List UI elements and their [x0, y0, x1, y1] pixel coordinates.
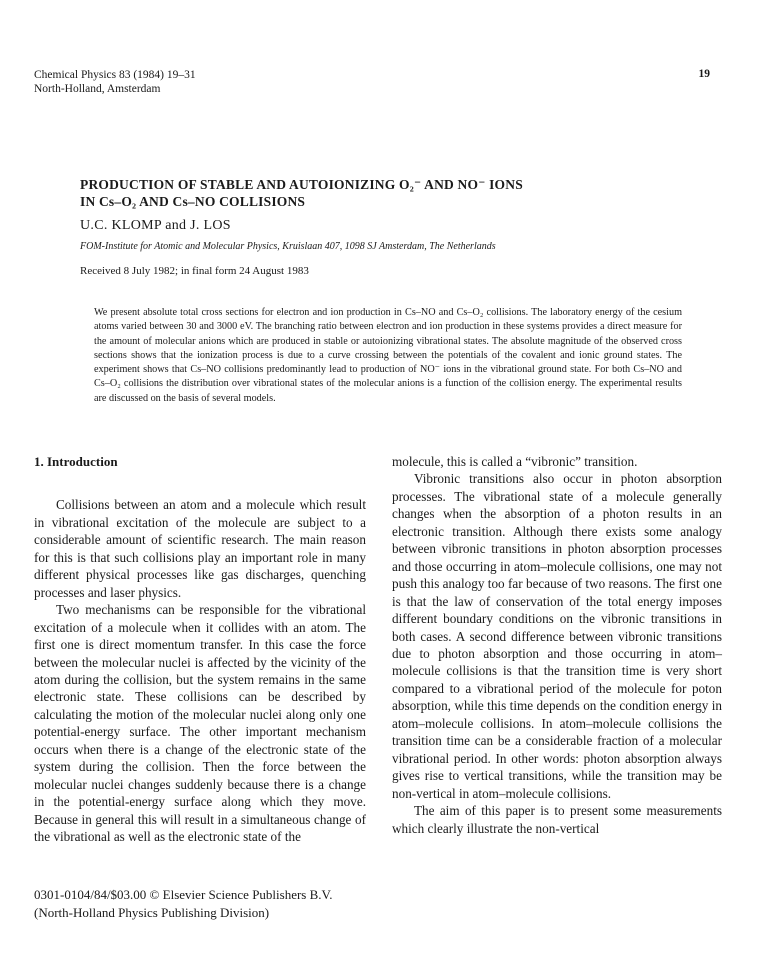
received-date: Received 8 July 1982; in final form 24 August 1983	[80, 265, 309, 277]
publisher-division: (North-Holland Physics Publishing Division)	[34, 905, 270, 920]
copyright-footer	[34, 886, 333, 922]
journal-citation: Chemical Physics 83 (1984) 19–31	[34, 69, 196, 81]
section-heading: 1. Introduction	[34, 454, 118, 469]
paragraph: Two mechanisms can be responsible for the vibrational excitation of a molecule when it collides with an atom. The first one is direct momentum transfer. In this case the force between the molecular nuclei is affected by the vicinity of the atom during the collision, but the system remains in the same electronic state. These collisions can be described by calculating the motion of the molecular nuclei along only one potential-energy surface. The other important mechanism occurs when there is a change of the electronic state of the system during the collision. Then the force between the molecular nuclei changes suddenly because there is a change in the potential-energy surface along which they move. Because in general this will result in a simultaneous change of the vibrational as well as the electronic state of the	[34, 602, 366, 845]
authors: U.C. KLOMP and J. LOS	[80, 218, 231, 233]
page-number: 19	[698, 68, 710, 80]
publisher-location: North-Holland, Amsterdam	[34, 83, 161, 95]
abstract: We present absolute total cross sections for electron and ion production in Cs–NO and Cs–O₂ collisions. The laboratory energy of the cesium atoms varied between 30 and 3000 eV. The branching ratio between electron and ion production in these systems provides a direct measure for the amount of molecular anions which are produced in stable or autoionizing vibrational states. The absolute magnitude of the observed cross sections shows that the ionization process is due to a curve crossing between the potentials of the covalent and ionic ground states. The experiment shows that Cs–NO collisions predominantly lead to production of NO⁻ ions in the vibrational ground state. For both Cs–NO and Cs–O₂ collisions the distribution over vibrational states of the molecular anions is a function of the collision energy. The experimental results are discussed on the basis of several models.	[94, 307, 682, 404]
paragraph: molecule, this is called a “vibronic” transition.	[392, 454, 638, 469]
left-column	[34, 453, 366, 846]
title-line-2: IN Cs–O₂ AND Cs–NO COLLISIONS	[80, 194, 306, 209]
paragraph: Collisions between an atom and a molecule which result in vibrational excitation of the molecule are subject to a considerable amount of scientific research. The main reason for this is that such collisions play an important role in many different physical processes like gas discharges, quenching processes and laser physics.	[34, 497, 366, 600]
paper-title	[80, 176, 720, 210]
journal-info	[34, 68, 196, 96]
copyright-line: 0301-0104/84/$03.00 © Elsevier Science Publishers B.V.	[34, 887, 333, 902]
paragraph: Vibronic transitions also occur in photon absorption processes. The vibrational state of a molecule generally changes when the absorption of a photon results in an electronic transition. Although there exists some analogy between vibronic transitions in photon absorption processes and those occurring in atom–molecule collisions, one may not push this analogy too far because of two reasons. The first one is that the law of conservation of the total energy imposes different boundary conditions on the vibronic transitions in both cases. A second difference between vibronic transitions due to photon absorption and those occurring in atom–molecule collisions is that the transition time is very short compared to a vibrational period of the molecule for poton absorption, while this time depends on the condition energy in atom–molecule collisions. In atom–molecule collisions the transition time can be a considerable fraction of a molecular vibrational period. In other words: photon absorption always gives rise to vertical transitions, while the transition may be non-vertical in atom–molecule collisions.	[392, 471, 722, 801]
paragraph: The aim of this paper is to present some measurements which clearly illustrate the non-vertical	[392, 803, 722, 836]
right-column	[392, 453, 722, 837]
affiliation: FOM-Institute for Atomic and Molecular Physics, Kruislaan 407, 1098 SJ Amsterdam, The Netherlands	[80, 241, 496, 252]
title-line-1: PRODUCTION OF STABLE AND AUTOIONIZING O₂⁻ AND NO⁻ IONS	[80, 177, 523, 192]
